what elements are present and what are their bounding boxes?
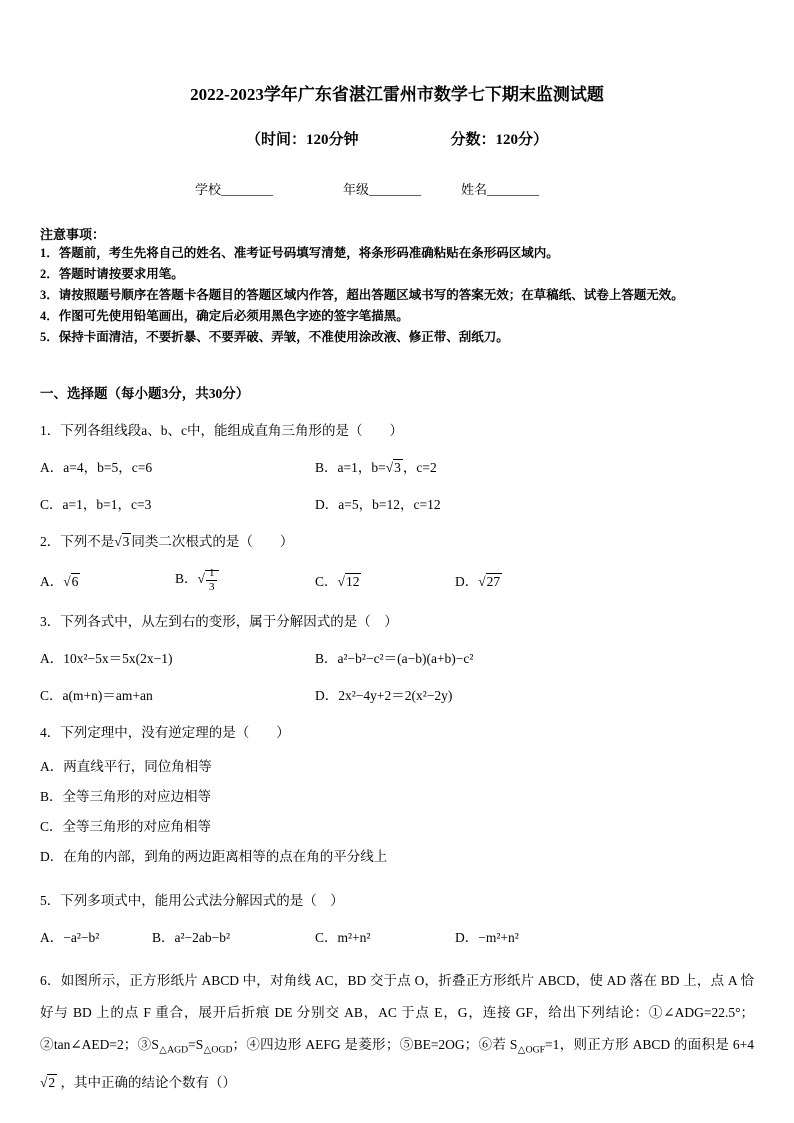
option-c: C．m²+n² [315,930,371,946]
option-d: D．a=5，b=12，c=12 [315,497,441,512]
question-options [40,567,754,593]
student-info-fields [40,179,754,198]
name-field: 姓名________ [461,182,540,197]
exam-time: （时间：120分钟 [245,132,359,148]
notice-item: 5．保持卡面清洁，不要折暴、不要弄破、弄皱，不准使用涂改液、修正带、刮纸刀。 [40,330,509,344]
question-stem: 4．下列定理中，没有逆定理的是（ ） [40,725,290,741]
question-1 [40,421,754,513]
option-d: D．√27 [455,574,501,590]
notice-item: 3．请按照题号顺序在答题卡各题目的答题区域内作答，超出答题区域书写的答案无效；在草稿纸、试卷上答题无效。 [40,288,684,302]
option-a: A．a=4，b=5，c=6 [40,460,153,475]
question-stem: 1．下列各组线段a、b、c中，能组成直角三角形的是（ ） [40,423,403,438]
notice-item: 1．答题前，考生先将自己的姓名、准考证号码填写清楚，将条形码准确粘贴在条形码区域内。 [40,246,559,260]
page-title: 2022-2023学年广东省湛江雷州市数学七下期末监测试题 [190,85,604,104]
question-stem: 6．如图所示，正方形纸片 ABCD 中，对角线 AC，BD 交于点 O，折叠正方形纸片 ABCD，使 AD 落在 BD 上，点 A 恰好与 BD 上的点 F 重合，展开后折痕 DE 分别交 AB，AC 于点 E，G，连接 GF，给出下列结论：①∠ADG=22.5°；②tan∠AED=2；$③S_{\triangle AGD}=S_{\triangle OGD}$；④四边形 AEFG 是菱形；⑤BE=2OG；⑥若 $S_{\triangle OGF}=1$，则正方形 ABCD 的面积是 6+4√2 ，其中正确的结论个数有（） [40,973,755,1090]
option-b: B．a=1，b=√3 ，c=2 [315,460,437,475]
option-d: D．2x²−4y+2＝2(x²−2y) [315,688,453,704]
notice-item: 2．答题时请按要求用笔。 [40,267,184,281]
question-2 [40,532,754,593]
option-b: B．全等三角形的对应边相等 [40,789,212,805]
question-4 [40,723,754,872]
option-b: B．√ $\frac{1}{3}$ [175,567,315,593]
option-c: C．√12 [315,574,360,590]
option-a: A．√6 [40,574,79,590]
exam-meta [40,128,754,149]
option-d: D．−m²+n² [455,930,519,946]
question-5 [40,891,754,946]
option-d: D．在角的内部，到角的两边距离相等的点在角的平分线上 [40,849,388,865]
question-options [40,456,754,513]
option-b: B．a²−b²−c²＝(a−b)(a+b)−c² [315,651,474,667]
option-c: C．a=1，b=1，c=3 [40,497,152,512]
option-a: A．10x²−5x＝5x(2x−1) [40,651,173,667]
option-c: C．全等三角形的对应角相等 [40,819,212,835]
question-options [40,647,754,704]
school-field: 学校________ [195,182,274,197]
option-b: B．a²−2ab−b² [152,930,231,946]
question-options [40,752,754,872]
question-3 [40,612,754,704]
option-c: C．a(m+n)＝am+an [40,688,153,704]
question-stem: 2．下列不是√3 同类二次根式的是（ ） [40,534,294,549]
exam-score: 分数：120分） [450,132,549,148]
grade-field: 年级________ [343,182,422,197]
question-6 [40,965,754,1099]
notice-section [40,224,754,348]
question-stem: 3．下列各式中，从左到右的变形，属于分解因式的是（ ） [40,614,398,630]
option-a: A．两直线平行，同位角相等 [40,759,212,775]
section-heading: 一、选择题（每小题3分，共30分） [40,386,250,401]
notice-heading: 注意事项： [40,227,106,242]
question-options [40,926,754,946]
notice-item: 4．作图可先使用铅笔画出，确定后必须用黑色字迹的签字笔描黑。 [40,309,409,323]
question-stem: 5．下列多项式中，能用公式法分解因式的是（ ） [40,893,344,909]
option-a: A．−a²−b² [40,930,100,946]
